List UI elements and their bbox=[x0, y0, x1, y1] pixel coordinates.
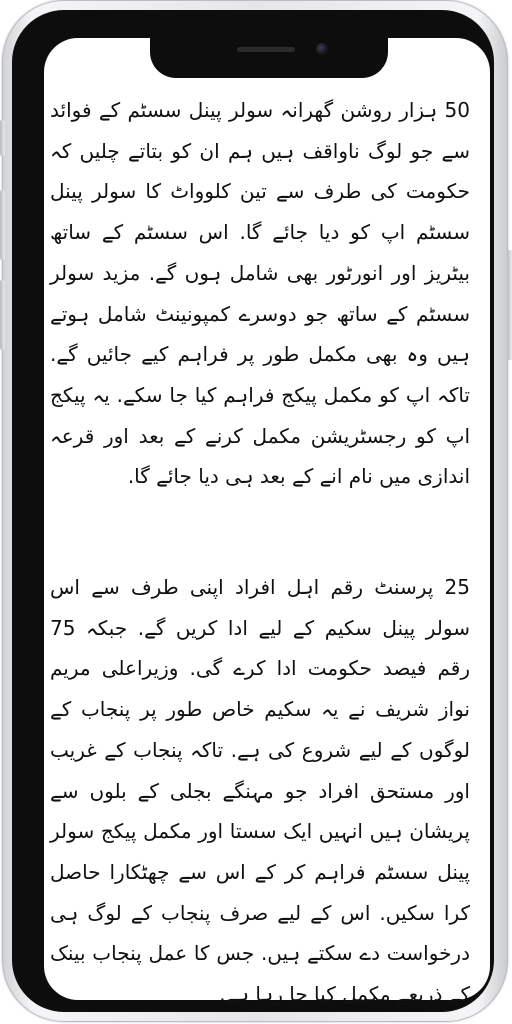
phone-side-button-left-middle bbox=[0, 190, 5, 260]
phone-side-button-right bbox=[507, 250, 512, 360]
article-paragraph-1: 50 ہزار روشن گھرانہ سولر پینل سسٹم کے فوائد سے جو لوگ ناواقف ہیں ہم ان کو بتاتے چلیں کہ حکومت کی طرف سے تین کلوواٹ کا سولر پینل سسٹم اپ کو دیا جائے گا. اس سسٹم کے ساتھ بیٹریز اور انورٹور بھی شامل ہوں گے. مزید سولر سسٹم کے ساتھ جو دوسرے کمپونینٹ شامل ہوتے ہیں وہ بھی مکمل طور پر فراہم کیے جائیں گے. تاکہ اپ کو مکمل پیکج فراہم کیا جا سکے. یہ پیکج اپ کو رجسٹریشن مکمل کرنے کے بعد اور قرعہ اندازی میں نام انے کے بعد ہی دیا جائے گا. bbox=[50, 98, 470, 489]
article-body bbox=[50, 90, 470, 1015]
phone-side-button-left-top bbox=[0, 120, 5, 156]
front-camera-icon bbox=[316, 43, 328, 55]
speaker-grille-icon bbox=[237, 47, 295, 52]
article-paragraph-2: 25 پرسنٹ رقم اہل افراد اپنی طرف سے اس سولر پینل سکیم کے لیے ادا کریں گے. جبکہ 75 رقم فیصد حکومت ادا کرے گی. وزیراعلی مریم نواز شریف نے یہ سکیم خاص طور پر پنجاب کے لوگوں کے لیے شروع کی ہے. تاکہ پنجاب کے غریب اور مستحق افراد جو مہنگے بجلی کے بلوں سے پریشان ہیں انہیں ایک سستا اور مکمل پیکج سولر پینل سسٹم فراہم کر کے اس سے چھٹکارا حاصل کرا سکیں. اس کے لیے صرف پنجاب کے لوگ ہی درخواست دے سکتے ہیں. جس کا عمل پنجاب بینک کے ذریعے مکمل کیا جا رہا ہے. bbox=[50, 575, 470, 1007]
phone-side-button-left-bottom bbox=[0, 280, 5, 350]
